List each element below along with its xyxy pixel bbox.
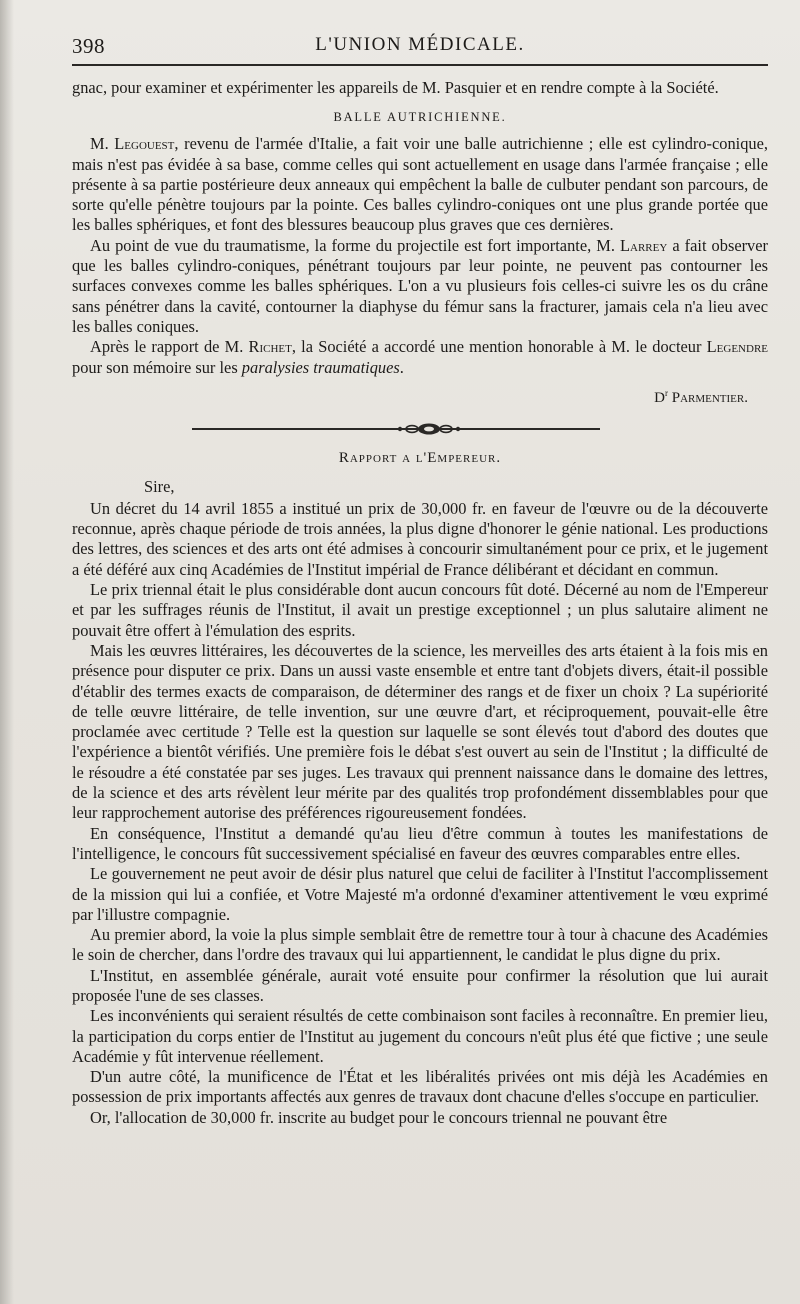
rapport-paragraph: Le prix triennal était le plus considérable dont aucun concours fût doté. Décerné au nom de l'Empereur et par les suffrages réunis de l'Institut, il avait un prestige exceptionnel ; un plus salutaire aliment ne pouvait être offert à l'émulation des esprits. (72, 580, 768, 640)
signature (72, 382, 748, 409)
rapport-paragraph: L'Institut, en assemblée générale, aurait voté ensuite pour confirmer la résolution que lui aurait proposée l'une de ses classes. (72, 965, 768, 1005)
rapport-paragraph: Au premier abord, la voie la plus simple semblait être de remettre tour à tour à chacune des Académies le soin de chercher, dans l'ordre des travaux qui lui appartiennent, le candidat le plus digne du prix. (72, 925, 768, 965)
person-name: Larrey (619, 235, 668, 255)
rapport-paragraph: Le gouvernement ne peut avoir de désir plus naturel que celui de faciliter à l'Institut l'accomplissement de la mission qui lui a confiée, et Votre Majesté m'a ordonné d'examiner attentivement le vœu exprimé par l'illustre compagnie. (72, 864, 768, 924)
person-name: M. Legouest (90, 134, 175, 154)
ornament-icon (392, 422, 466, 436)
paragraph-text: Au point de vue du traumatisme, la forme du projectile est fort importante, M. (90, 235, 620, 255)
person-name: Legendre (706, 337, 768, 357)
paragraph-text: . (399, 357, 404, 377)
page-number: 398 (72, 34, 105, 58)
rapport-paragraph: Un décret du 14 avril 1855 a institué un prix de 30,000 fr. en faveur de l'œuvre ou de la découverte reconnue, après chaque période de trois années, la plus digne d'honorer le génie national. Les productions des lettres, des sciences et des arts ont été admises à concourir simultanément pour ce prix, et le jugement a été déféré aux cinq Académies de l'Institut impérial de France délibérant et décidant en commun. (72, 498, 768, 579)
balle-paragraph-1 (72, 134, 768, 235)
signature-superscript: r (664, 387, 668, 398)
balle-paragraph-2 (72, 236, 768, 337)
paragraph-text: , la Société a accordé une mention honorable à M. le docteur (291, 337, 707, 357)
running-head: L'UNION MÉDICALE. (315, 34, 525, 55)
intro-paragraph: gnac, pour examiner et expérimenter les appareils de M. Pasquier et en rendre compte à la Société. (72, 78, 719, 97)
section-title-balle: BALLE AUTRICHIENNE. (333, 110, 507, 125)
rapport-paragraph: Les inconvénients qui seraient résultés de cette combinaison sont faciles à reconnaître. En premier lieu, la participation du corps entier de l'Institut au jugement du concours n'eût plus été que fictive ; une seule Académie y fût intervenue réellement. (72, 1006, 768, 1066)
signature-prefix: D (654, 389, 665, 406)
paragraph-text: Après le rapport de M. (90, 337, 249, 357)
balle-paragraph-3 (72, 337, 768, 378)
paragraph-text: , revenu de l'armée d'Italie, a fait voir une balle autrichienne ; elle est cylindro-conique, mais n'est pas évidée à sa base, comme celles qui sont actuellement en usage dans l'armée française ; elle présente à sa partie postérieure deux anneaux qui empêchent la balle de culbuter pendant son parcours, de sorte qu'elle pénètre toujours par la pointe. Ces balles cylindro-coniques ont une plus grande portée que les balles sphériques, et font des blessures beaucoup plus graves que ces dernières. (72, 134, 768, 235)
paragraph-text: pour son mémoire sur les (72, 357, 242, 377)
rapport-paragraph: En conséquence, l'Institut a demandé qu'au lieu d'être commun à toutes les manifestations de l'intelligence, le concours fût successivement spécialisé en faveur des œuvres comparables entre elles. (72, 823, 768, 863)
page-header (72, 30, 768, 66)
section-title-rapport: Rapport a l'Empereur. (338, 449, 502, 466)
article-body (72, 78, 768, 1128)
person-name: Richet (248, 337, 292, 357)
signature-name: Parmentier. (671, 389, 748, 406)
paragraph-text: a fait observer que les balles cylindro-coniques, pénétrant toujours par leur pointe, ne peuvent pas contourner les surfaces convexes comme les balles sphériques. L'on a vu plusieurs fois celles-ci suivre les os du crâne sans pénétrer dans la cavité, contourner la diaphyse du fémur sans la fracturer, jamais cela n'a lieu avec les balles coniques. (72, 235, 768, 336)
rapport-paragraph: D'un autre côté, la munificence de l'État et les libéralités privées ont mis déjà les Académies en possession de prix importants affectés aux genres de travaux dont chacune d'elles s'occupe en particulier. (72, 1067, 768, 1107)
salutation: Sire, (144, 476, 175, 496)
ornamental-separator (72, 417, 768, 441)
rapport-paragraph: Mais les œuvres littéraires, les découvertes de la science, les merveilles des arts étaient à la fois mis en présence pour disputer ce prix. Dans un aussi vaste ensemble et entre tant d'objets divers, était-il possible d'établir des termes exacts de comparaison, de déterminer des rangs et de fixer un choix ? La supériorité de telle œuvre littéraire, de telle invention, sur une œuvre d'art, et réciproquement, pouvait-elle être proclamée avec certitude ? Telle est la question sur laquelle se sont élevés tout d'abord des doutes que l'expérience a bientôt vérifiés. Une première fois le débat s'est ouvert au sein de l'Institut ; la difficulté de le résoudre a été constatée par ses juges. Les travaux qui prennent naissance dans le domaine des lettres, de la science et des arts révèlent leur mérite par des qualités trop profondément dissemblables pour que leur rapprochement autorise des préférences rigoureusement fondées. (72, 640, 768, 823)
italic-title: paralysies traumatiques (241, 357, 400, 377)
rapport-paragraph: Or, l'allocation de 30,000 fr. inscrite au budget pour le concours triennal ne pouvant être (90, 1107, 668, 1127)
